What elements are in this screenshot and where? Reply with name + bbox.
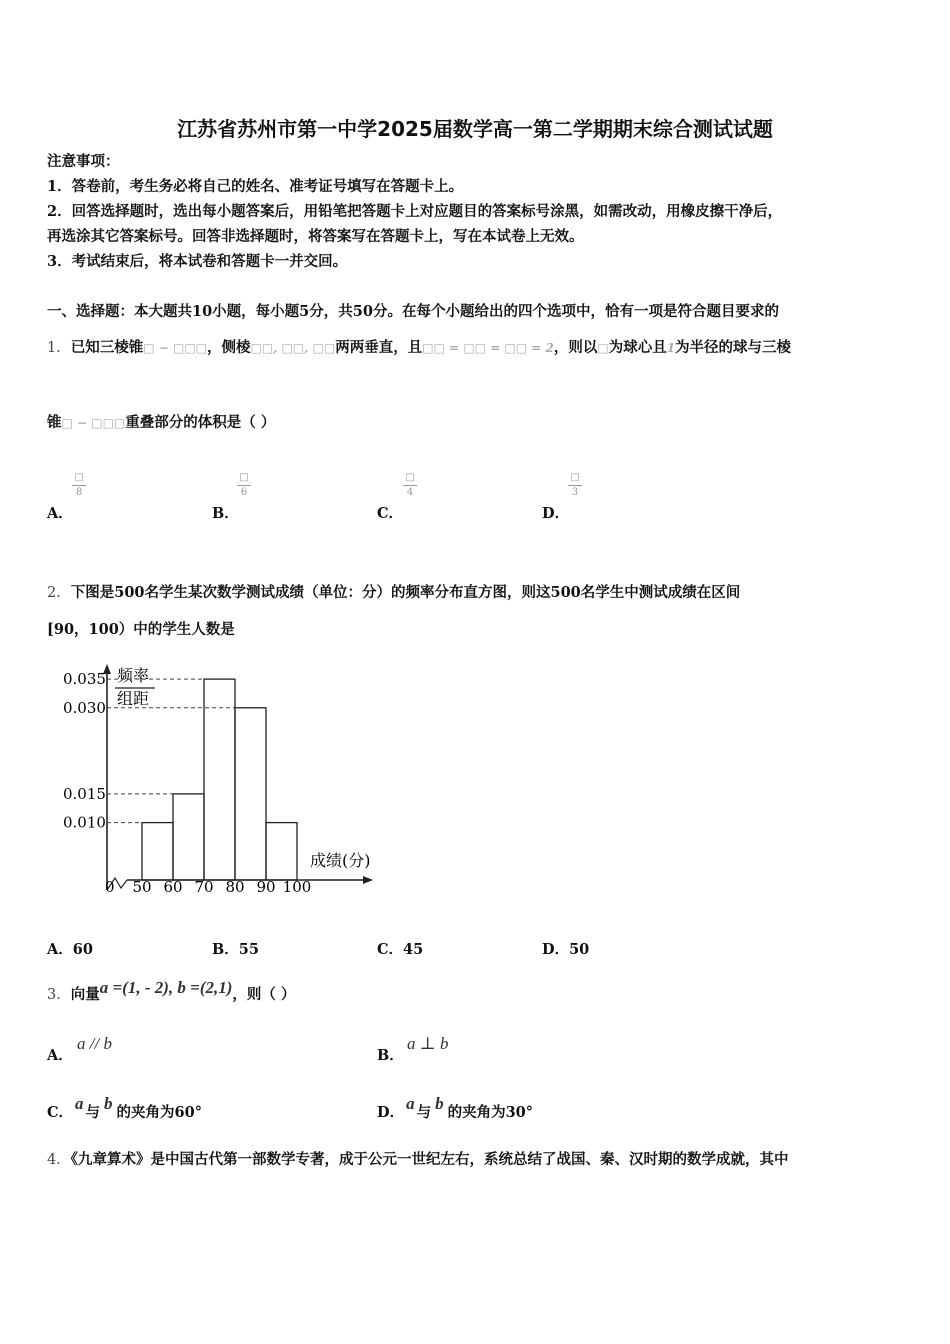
origin-label: 0 bbox=[105, 878, 115, 896]
x-axis-arrow bbox=[363, 876, 373, 884]
x-tick-label: 90 bbox=[256, 878, 276, 896]
q1-option-c[interactable]: C． bbox=[377, 505, 404, 522]
question-1-line-2: 锥□ − □□□重叠部分的体积是（ ） bbox=[47, 414, 276, 431]
x-tick-label: 70 bbox=[194, 878, 214, 896]
question-number: 1． bbox=[47, 340, 71, 356]
x-tick-label: 50 bbox=[132, 878, 152, 896]
q2-option-b[interactable]: B．55 bbox=[212, 941, 259, 958]
q3-option-c[interactable]: C． a 与 b 的夹角为60° bbox=[47, 1094, 202, 1121]
notice-item-2a: 2．回答选择题时，选出每小题答案后，用铅笔把答题卡上对应题目的答案标号涂黑，如需改动，用橡皮擦干净后， bbox=[47, 203, 783, 220]
y-tick-label: 0.035 bbox=[63, 670, 106, 689]
q3-option-d[interactable]: D． a 与 b 的夹角为30° bbox=[377, 1094, 534, 1121]
ylabel-top: 频率 bbox=[117, 666, 150, 685]
formula-placeholder: □□, □□, □□ bbox=[250, 341, 336, 355]
q3-option-a-expr: a // b bbox=[77, 1034, 112, 1053]
q2-option-a[interactable]: A．60 bbox=[47, 941, 93, 958]
y-tick-label: 0.015 bbox=[63, 784, 106, 803]
histogram-bar bbox=[235, 708, 266, 880]
x-tick-label: 60 bbox=[163, 878, 183, 896]
q3-option-b[interactable]: B． bbox=[377, 1047, 404, 1064]
histogram-bar bbox=[142, 823, 173, 880]
notice-item-3: 3．考试结束后，将本试卷和答题卡一并交回。 bbox=[47, 253, 348, 270]
q1-option-d[interactable]: D． bbox=[542, 505, 570, 522]
question-2-line-1: 2．下图是500名学生某次数学测试成绩（单位：分）的频率分布直方图，则这500名学生中测试成绩在区间 bbox=[47, 584, 741, 601]
x-tick-label: 80 bbox=[225, 878, 245, 896]
histogram-bar bbox=[204, 679, 235, 880]
formula-placeholder: 1 bbox=[666, 341, 676, 355]
question-number: 3． bbox=[47, 987, 71, 1003]
formula-placeholder: □ − □□□ bbox=[61, 416, 126, 430]
vector-expression: a =(1, - 2), b =(2,1) bbox=[99, 978, 233, 997]
question-2-line-2: [90，100）中的学生人数是 bbox=[47, 621, 235, 638]
histogram-bar bbox=[173, 794, 204, 880]
frequency-histogram bbox=[45, 650, 390, 912]
ylabel-bottom: 组距 bbox=[117, 689, 150, 708]
histogram-bar bbox=[266, 823, 297, 880]
question-3-line: 3．向量a =(1, - 2), b =(2,1)，则（ ） bbox=[47, 978, 296, 1003]
y-tick-label: 0.010 bbox=[63, 813, 106, 832]
q1-option-d-fraction: □ 3 bbox=[568, 472, 582, 499]
q3-option-b-expr: a ⊥ b bbox=[407, 1034, 449, 1053]
q1-option-b[interactable]: B． bbox=[212, 505, 239, 522]
notice-item-2b: 再选涂其它答案标号。回答非选择题时，将答案写在答题卡上，写在本试卷上无效。 bbox=[47, 228, 584, 245]
q3-option-a[interactable]: A． bbox=[47, 1047, 73, 1064]
notice-heading: 注意事项： bbox=[47, 153, 120, 170]
section-heading: 一、选择题：本大题共10小题，每小题5分，共50分。在每个小题给出的四个选项中，恰有一项是符合题目要求的 bbox=[47, 303, 779, 320]
y-tick-label: 0.030 bbox=[63, 698, 106, 717]
q1-option-a-fraction: □ 8 bbox=[72, 472, 86, 499]
x-tick-label: 100 bbox=[282, 878, 312, 896]
q1-option-a[interactable]: A． bbox=[47, 505, 73, 522]
q1-option-b-fraction: □ 6 bbox=[237, 472, 251, 499]
q1-option-c-fraction: □ 4 bbox=[403, 472, 417, 499]
page-title: 江苏省苏州市第一中学2025届数学高一第二学期期末综合测试试题 bbox=[177, 117, 773, 141]
formula-placeholder: □□ = □□ = □□ = 2 bbox=[422, 341, 554, 355]
q2-option-c[interactable]: C．45 bbox=[377, 941, 424, 958]
xlabel: 成绩(分) bbox=[310, 851, 371, 870]
formula-placeholder: □ bbox=[597, 341, 609, 355]
question-4-line-1: 4．《九章算术》是中国古代第一部数学专著，成于公元一世纪左右，系统总结了战国、秦、汉时期的数学成就，其中 bbox=[47, 1151, 789, 1168]
question-1-line-1: 1．已知三棱锥□ − □□□，侧棱□□, □□, □□两两垂直，且□□ = □□ = □□ = 2，则以□为球心且1为半径的球与三棱 bbox=[47, 339, 792, 356]
q2-option-d[interactable]: D．50 bbox=[542, 941, 590, 958]
question-number: 2． bbox=[47, 585, 71, 601]
question-number: 4． bbox=[47, 1152, 71, 1168]
formula-placeholder: □ − □□□ bbox=[143, 341, 207, 355]
notice-item-1: 1．答卷前，考生务必将自己的姓名、准考证号填写在答题卡上。 bbox=[47, 178, 464, 195]
